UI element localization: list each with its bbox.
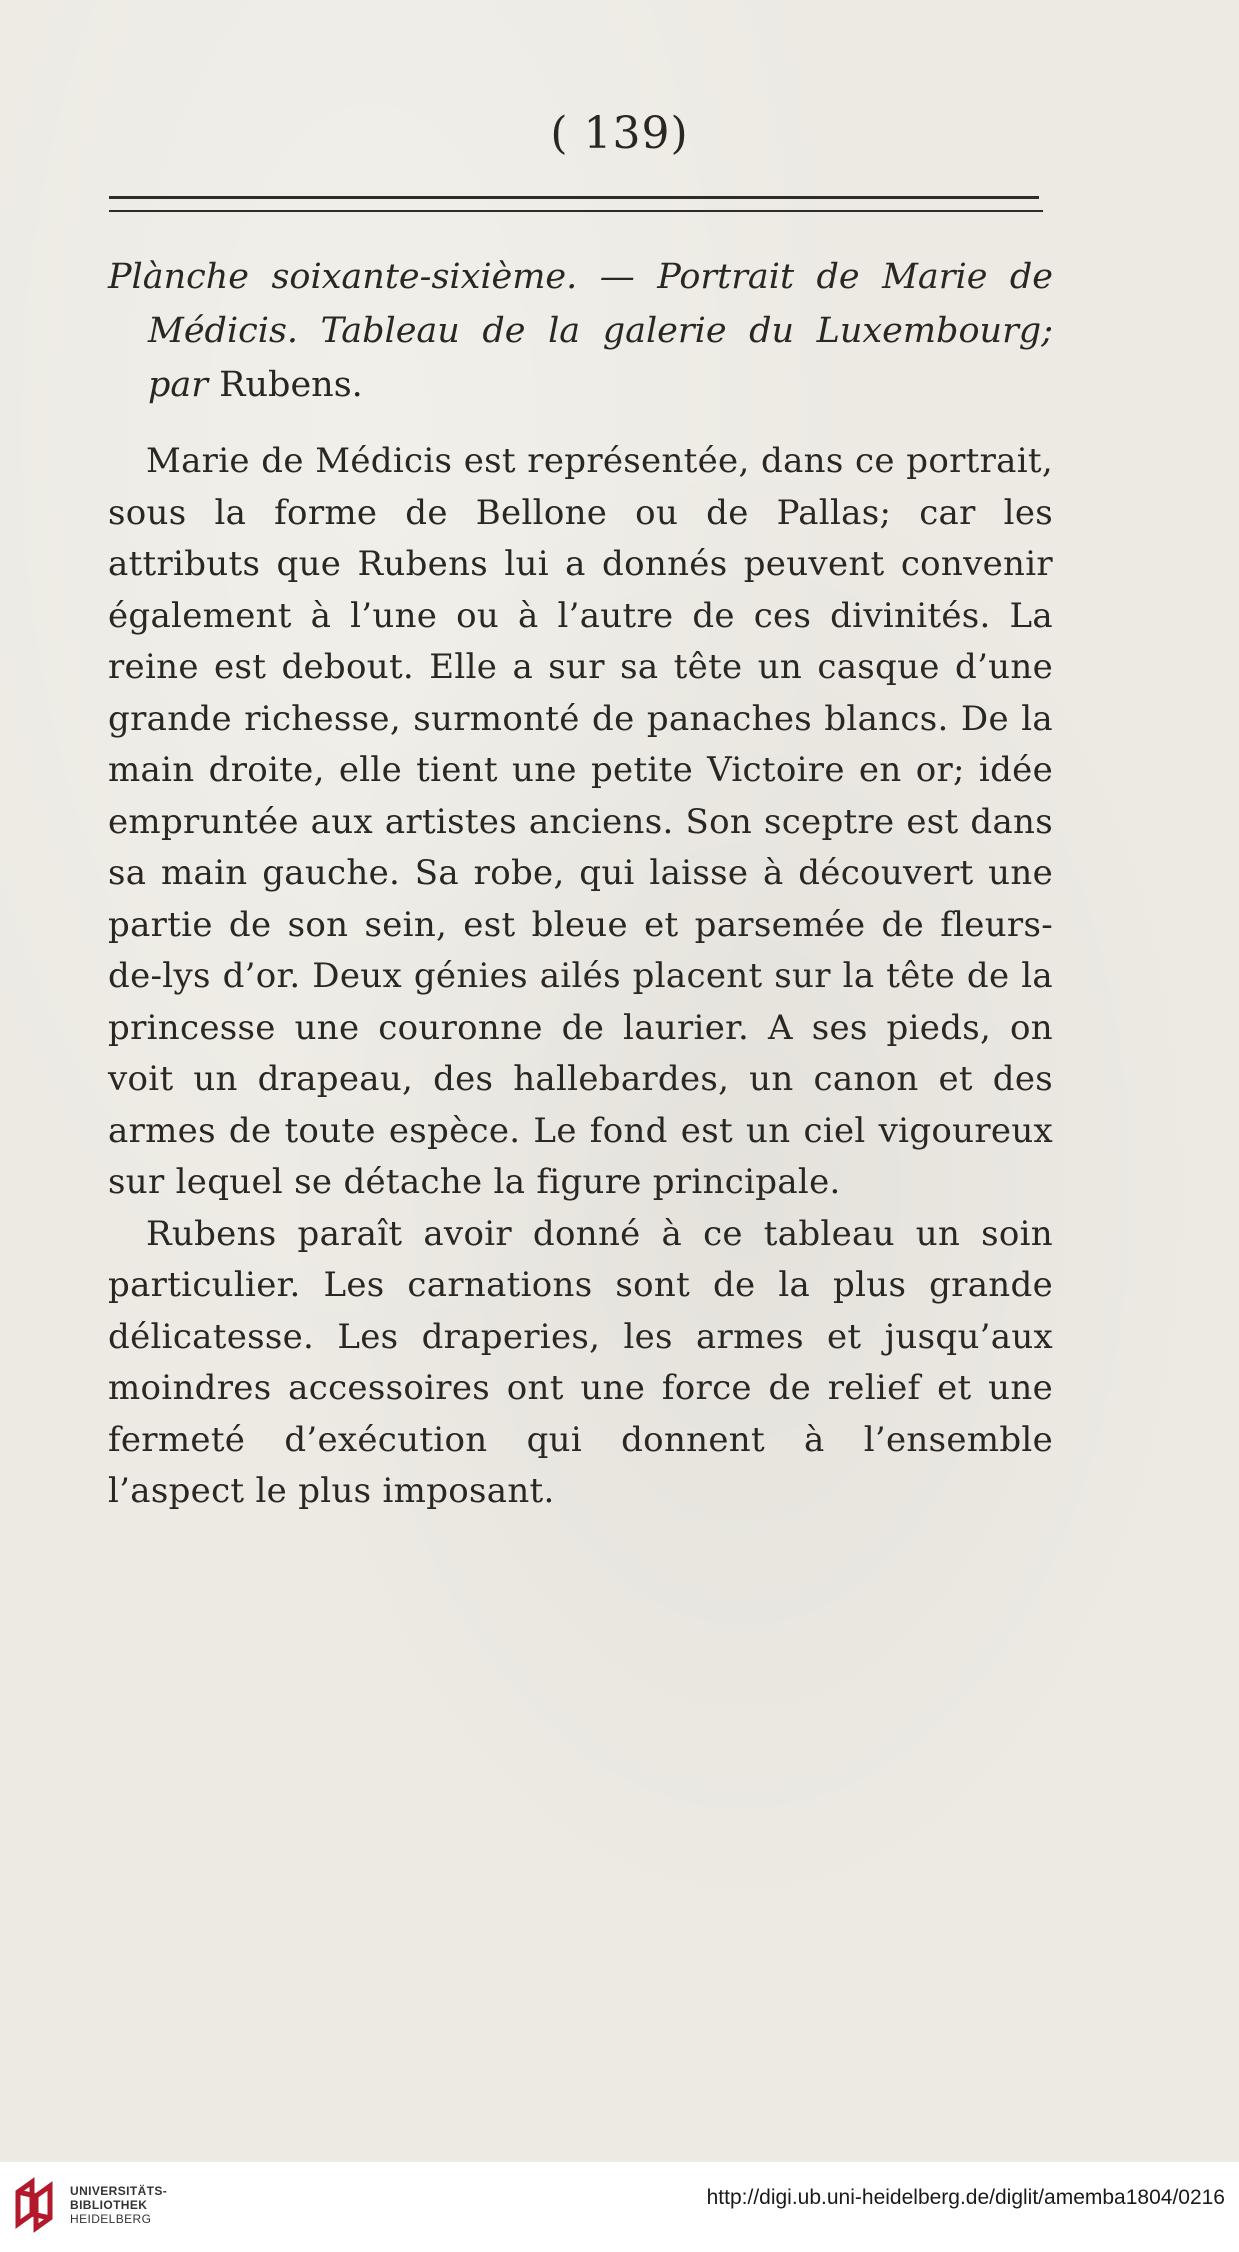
page-number: ( 139) bbox=[550, 108, 689, 159]
caption-italic: Plànche soixante-sixième. — Portrait de Marie de Médicis. Tableau de la galerie du Luxembourg; par bbox=[108, 257, 1053, 405]
library-name-line2: BIBLIOTHEK bbox=[70, 2198, 148, 2212]
permalink-url[interactable]: http://digi.ub.uni-heidelberg.de/diglit/amemba1804/0216 bbox=[706, 2186, 1225, 2209]
text-block bbox=[108, 250, 1053, 1518]
library-name bbox=[70, 2184, 167, 2226]
paragraph-assessment: Rubens paraît avoir donné à ce tableau un soin particulier. Les carnations sont de la plus grande délicatesse. Les draperies, les armes et jusqu’aux moindres accessoires ont une force de relief et une fermeté d’exécution qui donnent à l’ensemble l’aspect le plus imposant. bbox=[108, 1213, 1053, 1511]
plate-caption bbox=[108, 250, 1053, 412]
library-name-line3: HEIDELBERG bbox=[70, 2212, 152, 2226]
heidelberg-library-logo-icon bbox=[12, 2174, 62, 2236]
header-rule-bottom bbox=[109, 210, 1043, 212]
caption-artist: Rubens. bbox=[219, 365, 363, 405]
digitization-footer bbox=[0, 2162, 1239, 2252]
library-name-line1: UNIVERSITÄTS- bbox=[70, 2184, 168, 2198]
header-rule-top bbox=[109, 196, 1039, 199]
paragraph-description: Marie de Médicis est représentée, dans ce portrait, sous la forme de Bellone ou de Pallas; car les attributs que Rubens lui a donnés peuvent convenir également à l’une ou à l’autre de ces divinités. La reine est debout. Elle a sur sa tête un casque d’une grande richesse, surmonté de panaches blancs. De la main droite, elle tient une petite Victoire en or; idée empruntée aux artistes anciens. Son sceptre est dans sa main gauche. Sa robe, qui laisse à découvert une partie de son sein, est bleue et parsemée de fleurs-de-lys d’or. Deux génies ailés placent sur la tête de la princesse une couronne de laurier. A ses pieds, on voit un drapeau, des hallebardes, un canon et des armes de toute espèce. Le fond est un ciel vigoureux sur lequel se détache la figure principale. bbox=[108, 441, 1053, 1202]
